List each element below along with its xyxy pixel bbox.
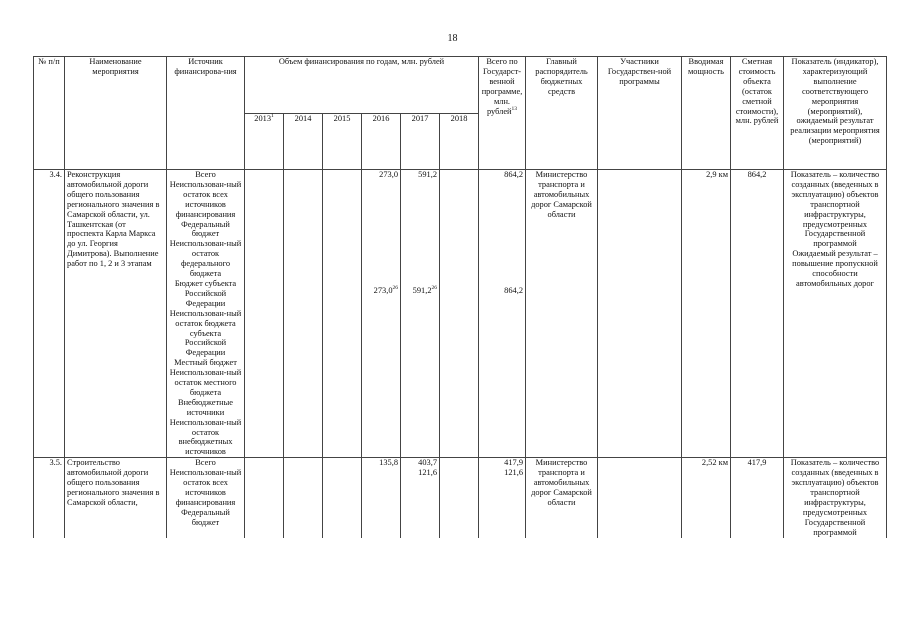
source-item: Неиспользован-ный остаток всех источников финансирования	[169, 468, 242, 507]
cell-cost: 417,9	[731, 458, 784, 538]
source-item: Неиспользован-ный остаток федерального бюджета	[169, 239, 242, 279]
header-source: Источник финансирова-ния	[167, 57, 245, 170]
cell-capacity: 2,52 км	[682, 458, 731, 538]
header-num: № п/п	[34, 57, 65, 170]
source-item: Бюджет субъекта Российской Федерации	[174, 278, 237, 308]
header-years-group: Объем финансирования по годам, млн. рублей	[245, 57, 479, 114]
header-year-2017: 2017	[401, 113, 440, 170]
source-item: Неиспользован-ный остаток внебюджетных источников	[169, 417, 242, 457]
source-item: Федеральный бюджет	[181, 219, 230, 239]
cell-2018	[440, 458, 479, 538]
cell-2013	[245, 458, 284, 538]
table-row	[34, 170, 887, 458]
header-manager: Главный распорядитель бюджетных средств	[526, 57, 598, 170]
source-item: Всего	[195, 458, 216, 468]
cell-2015	[323, 170, 362, 458]
row-sources	[167, 170, 245, 458]
page-number: 18	[447, 33, 458, 44]
header-total: Всего по Государст-венной программе, млн. рублей$^{13}$	[479, 57, 526, 170]
header-name: Наименование мероприятия	[65, 57, 167, 170]
cell-participants	[598, 170, 682, 458]
source-item: Федеральный бюджет	[181, 507, 230, 527]
cell-total: 417,9 121,6	[479, 458, 526, 538]
cell-participants	[598, 458, 682, 538]
source-item: Неиспользован-ный остаток всех источников финансирования	[169, 179, 242, 219]
source-item: Неиспользован-ный остаток бюджета субъекта Российской Федерации	[169, 308, 242, 358]
source-item: Внебюджетные источники	[177, 397, 234, 417]
cell-2014	[284, 458, 323, 538]
cell-2017: 403,7 121,6	[401, 458, 440, 538]
table-row	[34, 458, 887, 538]
header-year-2014: 2014	[284, 113, 323, 170]
cell-2015	[323, 458, 362, 538]
header-cost: Сметная стоимость объекта (остаток сметной стоимости), млн. рублей	[731, 57, 784, 170]
source-item: Неиспользован-ный остаток местного бюджета	[169, 368, 242, 397]
cell-indicator: Показатель – количество созданных (введенных в эксплуатацию) объектов транспортной инфраструктуры, предусмотренных Государственной программой	[784, 458, 887, 538]
cell-2014	[284, 170, 323, 458]
header-year-2016: 2016	[362, 113, 401, 170]
cell-2018	[440, 170, 479, 458]
header-participants: Участники Государствен-ной программы	[598, 57, 682, 170]
row-num: 3.4.	[34, 170, 65, 458]
header-indicator: Показатель (индикатор), характеризующий выполнение соответствующего мероприятия (мероприятий), ожидаемый результат реализации мероприятия (мероприятий)	[784, 57, 887, 170]
source-item: Местный бюджет	[174, 358, 237, 368]
row-num: 3.5.	[34, 458, 65, 538]
row-name: Строительство автомобильной дороги общего пользования регионального значения в Самарской области,	[65, 458, 167, 538]
cell-2016: 273,0 273,0$^{26}$	[362, 170, 401, 458]
row-sources	[167, 458, 245, 538]
cell-indicator: Показатель – количество созданных (введенных в эксплуатацию) объектов транспортной инфраструктуры, предусмотренных Государственной программой Ожидаемый результат – повышение пропускной способности автомобильных дорог	[784, 170, 887, 458]
source-item: Всего	[195, 170, 216, 179]
cell-2013	[245, 170, 284, 458]
header-year-2018: 2018	[440, 113, 479, 170]
cell-capacity: 2,9 км	[682, 170, 731, 458]
cell-manager: Министерство транспорта и автомобильных дорог Самарской области	[526, 170, 598, 458]
cell-2016: 135,8	[362, 458, 401, 538]
header-year-2013: 2013$^1$	[245, 113, 284, 170]
cell-total: 864,2 864,2	[479, 170, 526, 458]
row-name: Реконструкция автомобильной дороги общего пользования регионального значения в Самарской области, ул. Ташкентская (от проспекта Карла Маркса до ул. Георгия Димитрова). Выполнение работ по 1, 2 и 3 этапам	[65, 170, 167, 458]
cell-manager: Министерство транспорта и автомобильных дорог Самарской области	[526, 458, 598, 538]
financing-table	[33, 56, 887, 538]
header-capacity: Вводимая мощность	[682, 57, 731, 170]
cell-cost: 864,2	[731, 170, 784, 458]
header-year-2015: 2015	[323, 113, 362, 170]
cell-2017: 591,2 591,2$^{26}$	[401, 170, 440, 458]
